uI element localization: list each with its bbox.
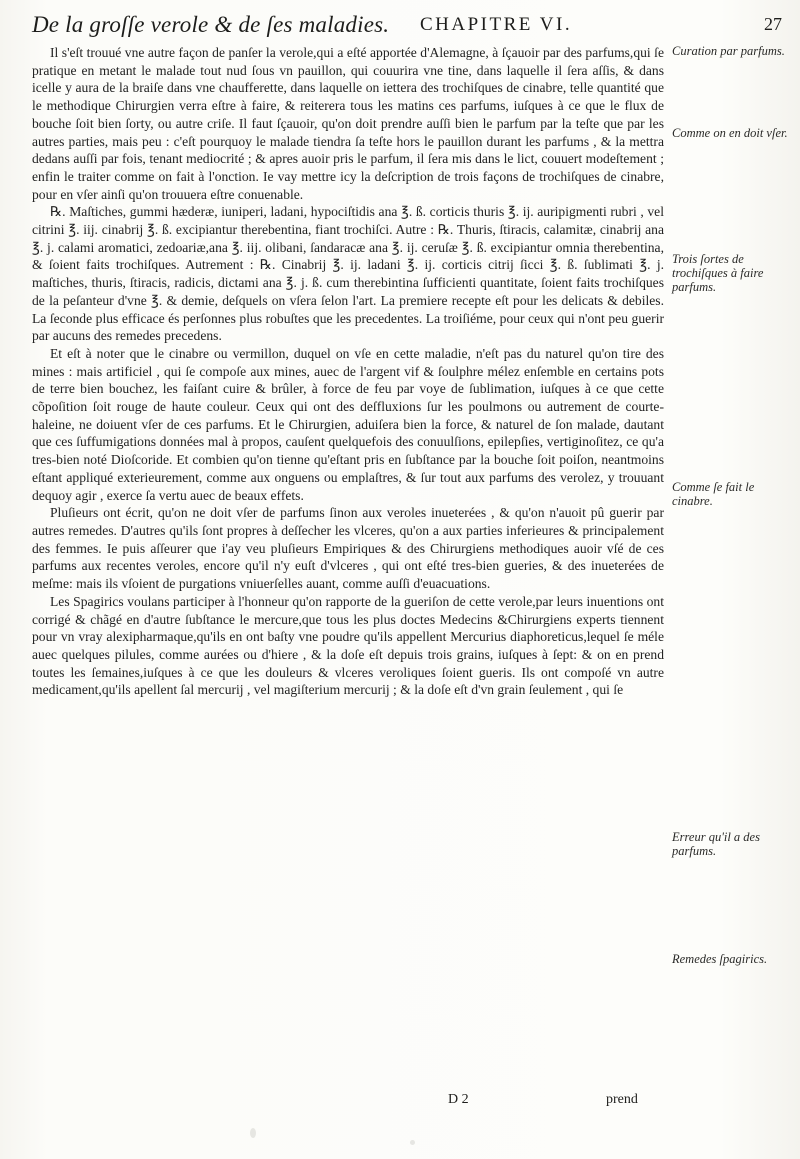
margin-note-three-kinds: Trois ſortes de trochiſques à faire parfums. <box>672 252 764 294</box>
margin-note-curation: Curation par parfums. <box>672 44 785 58</box>
page-number: 27 <box>764 14 782 34</box>
running-title: De la groſſe verole & de ſes maladies. <box>32 12 390 37</box>
paragraph-spagyric-remedies: Les Spagirics voulans participer à l'honneur qu'on rapporte de la gueriſon de cette verole,par leurs inuentions ont corrigé & chãgé en d'autre ſubſtance le mercure,que tous les plus doctes Medecins &Chirurgiens experts tiennent pour vn vray alexipharmaque,qu'ils en ont baſty vne poudre qu'ils appellent Mercurius diaphoreticus,lequel ſe méle auec quelques pilules, comme aurées ou d'hiere , & la doſe eſt depuis trois grains, iuſques à ſept: & on en prend toutes les ſemaines,iuſques à ce que les douleurs & vlceres veroliques ſoient gueris. Ils ont compoſé vn autre medicament,qu'ils apellent ſal mercurij , vel magiſterium mercurij ; & la doſe eſt d'vn grain ſeulement , qui ſe <box>32 593 664 698</box>
chapter-heading: CHAPITRE VI. <box>420 14 573 35</box>
paragraph-trochisci-recipes: ℞. Maſtiches, gummi hæderæ, iuniperi, ladani, hypociſtidis ana ℥. ß. corticis thuris ℥. ij. auripigmenti rubri , vel citrini ℥. iij. cinabrij ℥. ß. excipiantur therebentina, fiant trochiſci. Autre : ℞. Thuris, ſtiracis, calamitæ, cinabrij ana ℥. j. calami aromatici, zedoariæ,ana ℥. iij. olibani, ſandaracæ ana ℥. ij. ceruſæ ℥. ß. excipiantur omnia therebentina, & ſoient faits trochiſques. Autrement : ℞. Cinabrij ℥. ij. ladani ℥. ij. corticis citrij ſicci ℥. ß. ſublimati ℥. j. maſtiches, thuris, ſtiracis, radicis, dictami ana ℥. j. ß. cum therebintina ſufficienti quantitate, ſoient faits trochiſques de la peſanteur d'vne ℥. & demie, deſquels on vſera ſelon l'art. La premiere recepte eſt pour les delicats & debiles. La ſeconde plus efficace és perſonnes plus robuſtes que les precedentes. La troiſiéme, pour ceux qui n'ont peu guerir par aucuns des remedes precedens. <box>32 204 664 344</box>
paragraph-cinnabar-note: Et eſt à noter que le cinabre ou vermillon, duquel on vſe en cette maladie, n'eſt pas du naturel qu'on tire des mines : mais artificiel , qui ſe compoſe aux mines, auec de l'argent vif & ſoulphre mélez enſemble en certains pots de terre bien bouchez, les faiſant cuire & brûler, à force de feu par voye de ſublimation, iuſques à ce que cette cõpoſition ſoit rouge de haute couleur. Ceux qui ont des deſfluxions ſur les poulmons ou autrement de courte-haleine, ne doiuent vſer de ces parfums. Et le Chirurgien, aduiſera bien la force, & naturel de ſon malade, dautant que ces ſuffumigations données mal à propos, cauſent quelquefois des conuulſions, epilepſies, vertiginoſitez, ce qu'a tres-bien noté Dioſcoride. Et combien qu'on tienne qu'eſtant pris en ſubſtance par la bouche ſoit poiſon, neantmoins eſtant appliqué exterieurement, comme aux onguens ou emplaſtres, & ſur tout aux parfums des verolez, y trouuant dequoy agir , exerce ſa vertu auec de beaux effets. <box>32 345 664 503</box>
margin-note-usage: Comme on en doit vſer. <box>672 126 788 140</box>
margin-note-error: Erreur qu'il a des parfums. <box>672 830 760 858</box>
catchword: prend <box>606 1092 638 1107</box>
signature-mark: D 2 <box>448 1092 469 1107</box>
ink-speck <box>250 1128 256 1138</box>
margin-note-cinnabar: Comme ſe fait le cinabre. <box>672 480 755 508</box>
paragraph-fumigation-method: Il s'eſt trouué vne autre façon de panſer la verole,qui a eſté apportée d'Alemagne, à ſçauoir par des parfums,qui ſe pratique en metant le malade tout nud ſous vn pauillon, qui couurira vne tine, dans laquelle il ſera aſſis, & dans icelle y aura de la braiſe dans vne chaufferette, dans laquelle on iettera des trochiſques de cinabre, telle quantité que le methodique Chirurgien verra eſtre à faire, & reiterera tous les matins ces parfums, iuſques à ce que le flux de bouche ſoit bien ſorty, ou autre criſe. Il faut ſçauoir, qu'on doit prendre auſſi bien le parfum par la teſte que par les autres parties, mais peu : c'eſt pourquoy le malade tiendra ſa teſte hors le pauillon durant les parfums , & la mettra dedans auſſi par fois, tenant mediocrité ; & apres auoir pris le parfum, il ſera mis dans le lict, couuert modeſtement ; enfin le traiter comme on fait à l'onction. Ie vay mettre icy la deſcription de trois façons de trochiſques de cinabre, pour en vſer ainſi qu'on trouuera eſtre conuenable. <box>32 45 664 202</box>
running-header <box>32 12 782 42</box>
paragraph-authors-opinions: Pluſieurs ont écrit, qu'on ne doit vſer de parfums ſinon aux veroles inueterées , & qu'on n'auoit pû guerir par autres remedes. D'autres qu'ils ſont propres à deſſecher les vlceres, qu'on a aux parties inferieures & principalement des femmes. Ie puis aſſeurer que i'ay veu pluſieurs Empiriques & des Chirurgiens methodiques auoir vſé de ces parfums aux recentes veroles, encore qu'il n'y euſt d'vlceres , qui ont eſté tres-bien gueries, & des inueterées de meſme: mais ils vſoient de purgations vniuerſelles auant, comme auſſi d'euacuations. <box>32 505 664 592</box>
margin-note-spagyric: Remedes ſpagirics. <box>672 952 768 966</box>
ink-speck <box>410 1140 415 1145</box>
main-text-column <box>32 44 664 699</box>
